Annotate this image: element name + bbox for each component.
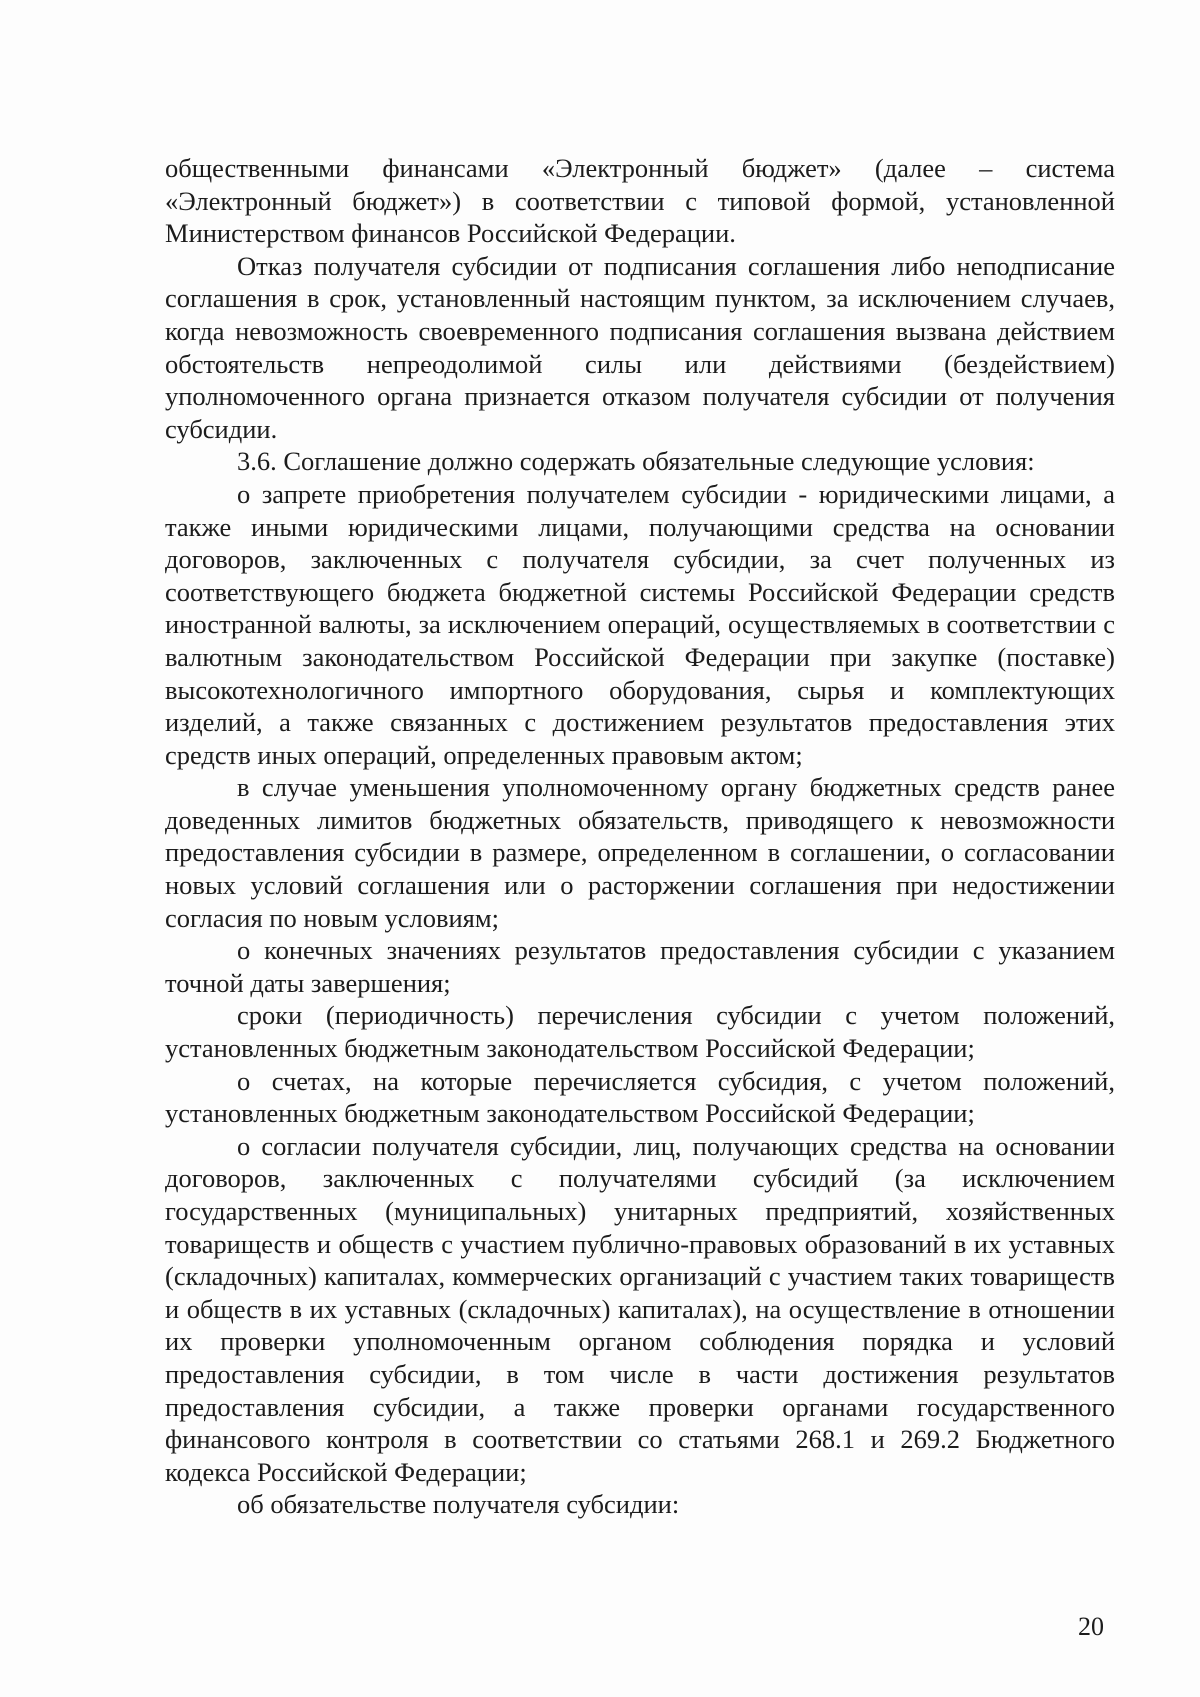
paragraph-final-results: о конечных значениях результатов предоставления субсидии с указанием точной даты завершения;: [165, 935, 1115, 998]
paragraph-accounts: о счетах, на которые перечисляется субсидия, с учетом положений, установленных бюджетным законодательством Российской Федерации;: [165, 1065, 1115, 1129]
paragraph-obligation: об обязательстве получателя субсидии:: [237, 1489, 680, 1520]
paragraph-consent-inspection: о согласии получателя субсидии, лиц, получающих средства на основании договоров, заключенных с получателями субсидий (за исключением государственных (муниципальных) унитарных предприятий, хозяйственных товариществ и обществ с участием публично-правовых образований в их уставных (складочных) капиталах, коммерческих организаций с участием таких товариществ и обществ в их уставных (складочных) капиталах), на осуществление в отношении их проверки уполномоченным органом соблюдения порядка и условий предоставления субсидии, в том числе в части достижения результатов предоставления субсидии, а также проверки органами государственного финансового контроля в соответствии со статьями 268.1 и 269.2 Бюджетного кодекса Российской Федерации;: [165, 1130, 1115, 1487]
paragraph-transfer-terms: сроки (периодичность) перечисления субсидии с учетом положений, установленных бюджетным законодательством Российской Федерации;: [165, 1000, 1115, 1064]
paragraph-refusal: Отказ получателя субсидии от подписания соглашения либо неподписание соглашения в срок, установленный настоящим пунктом, за исключением случаев, когда невозможность своевременного подписания соглашения вызвана действием обстоятельств непреодолимой силы или действиями (бездействием) уполномоченного органа признается отказом получателя субсидии от получения субсидии.: [165, 250, 1115, 444]
paragraph-currency-ban: о запрете приобретения получателем субсидии - юридическими лицами, а также иными юридическими лицами, получающими средства на основании договоров, заключенных с получателя субсидии, за счет полученных из соответствующего бюджета бюджетной системы Российской Федерации средств иностранной валюты, за исключением операций, осуществляемых в соответствии с валютным законодательством Российской Федерации при закупке (поставке) высокотехнологичного импортного оборудования, сырья и комплектующих изделий, а также связанных с достижением результатов предоставления этих средств иных операций, определенных правовым актом;: [165, 478, 1115, 770]
paragraph-continuation: общественными финансами «Электронный бюджет» (далее – система «Электронный бюджет») в соответствии с типовой формой, установленной Министерством финансов Российской Федерации.: [165, 153, 1115, 249]
paragraph-budget-reduction: в случае уменьшения уполномоченному органу бюджетных средств ранее доведенных лимитов бюджетных обязательств, приводящего к невозможности предоставления субсидии в размере, определенном в соглашении, о согласовании новых условий соглашения или о расторжении соглашения при недостижении согласия по новым условиям;: [165, 772, 1115, 933]
document-body: [165, 152, 1115, 1521]
page-number: 20: [1078, 1612, 1104, 1641]
paragraph-section-3-6: 3.6. Соглашение должно содержать обязательные следующие условия:: [237, 446, 1035, 477]
